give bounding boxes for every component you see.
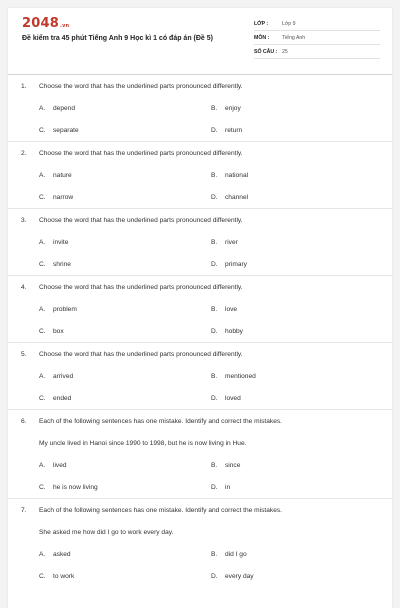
- question-prompt: [8, 142, 392, 164]
- option-d[interactable]: [211, 186, 248, 208]
- question-prompt: [8, 499, 392, 521]
- option-text: nature: [53, 171, 72, 179]
- option-text: loved: [225, 394, 241, 402]
- question-prompt: [8, 343, 392, 365]
- option-text: arrived: [53, 372, 74, 380]
- question-text: Choose the word that has the underlined parts pronounced differently.: [39, 216, 243, 224]
- option-letter: B.: [211, 372, 218, 380]
- option-letter: C.: [39, 193, 46, 201]
- meta-row-class: [254, 17, 380, 31]
- option-d[interactable]: [211, 119, 242, 141]
- option-text: invite: [53, 238, 69, 246]
- option-d[interactable]: [211, 387, 241, 409]
- option-text: in: [225, 483, 231, 491]
- option-letter: C.: [39, 483, 46, 491]
- option-c[interactable]: [39, 387, 71, 409]
- logo-text: 2048: [22, 16, 59, 31]
- question-2: [8, 142, 392, 209]
- option-letter: B.: [211, 104, 218, 112]
- option-letter: A.: [39, 171, 46, 179]
- option-text: channel: [225, 193, 249, 201]
- option-text: problem: [53, 305, 77, 313]
- option-text: every day: [225, 572, 254, 580]
- option-a[interactable]: [39, 298, 77, 320]
- option-text: did I go: [225, 550, 247, 558]
- option-text: separate: [53, 126, 79, 134]
- option-b[interactable]: [211, 365, 256, 387]
- question-text: Choose the word that has the underlined parts pronounced differently.: [39, 283, 243, 291]
- option-a[interactable]: [39, 454, 67, 476]
- option-letter: D.: [211, 327, 218, 335]
- option-text: return: [225, 126, 243, 134]
- option-letter: C.: [39, 394, 46, 402]
- option-letter: B.: [211, 305, 218, 313]
- meta-key: MÔN :: [254, 34, 270, 41]
- meta-value: 25: [282, 48, 288, 55]
- option-letter: B.: [211, 461, 218, 469]
- options: [8, 298, 392, 342]
- option-text: since: [225, 461, 241, 469]
- question-number: 1.: [21, 82, 27, 90]
- document-title: Đề kiểm tra 45 phút Tiếng Anh 9 Học kì 1 có đáp án (Đề 5): [22, 35, 213, 42]
- meta-row-count: [254, 45, 380, 59]
- option-text: mentioned: [225, 372, 256, 380]
- option-letter: D.: [211, 260, 218, 268]
- option-letter: A.: [39, 305, 46, 313]
- option-letter: D.: [211, 394, 218, 402]
- option-text: enjoy: [225, 104, 241, 112]
- question-sentence: My uncle lived in Hanoi since 1990 to 1998, but he is now living in Hue.: [39, 439, 247, 447]
- option-b[interactable]: [211, 543, 247, 565]
- option-letter: D.: [211, 126, 218, 134]
- question-prompt: [8, 75, 392, 97]
- options: [8, 164, 392, 208]
- options: [8, 231, 392, 275]
- option-text: hobby: [225, 327, 243, 335]
- option-text: to work: [53, 572, 75, 580]
- question-number: 7.: [21, 506, 27, 514]
- worksheet-page: [8, 8, 392, 608]
- question-text: Each of the following sentences has one mistake. Identify and correct the mistakes.: [39, 506, 282, 514]
- logo-suffix: .vn: [59, 23, 70, 29]
- option-letter: C.: [39, 260, 46, 268]
- option-text: primary: [225, 260, 247, 268]
- option-c[interactable]: [39, 119, 79, 141]
- option-d[interactable]: [211, 565, 254, 587]
- option-letter: D.: [211, 483, 218, 491]
- option-c[interactable]: [39, 476, 98, 498]
- option-b[interactable]: [211, 298, 237, 320]
- option-d[interactable]: [211, 253, 247, 275]
- question-prompt: [8, 410, 392, 432]
- option-a[interactable]: [39, 543, 71, 565]
- question-number: 4.: [21, 283, 27, 291]
- question-list: [8, 75, 392, 587]
- option-text: depend: [53, 104, 76, 112]
- option-letter: C.: [39, 327, 46, 335]
- question-text: Choose the word that has the underlined parts pronounced differently.: [39, 149, 243, 157]
- option-letter: B.: [211, 238, 218, 246]
- meta-value: Lớp 9: [282, 20, 296, 27]
- option-text: he is now living: [53, 483, 98, 491]
- options: [8, 365, 392, 409]
- question-prompt: [8, 209, 392, 231]
- meta-value: Tiếng Anh: [282, 34, 306, 41]
- meta-row-subject: [254, 31, 380, 45]
- options: [8, 454, 392, 498]
- option-c[interactable]: [39, 253, 71, 275]
- question-text: Each of the following sentences has one mistake. Identify and correct the mistakes.: [39, 417, 282, 425]
- site-logo[interactable]: [22, 16, 69, 31]
- question-number: 5.: [21, 350, 27, 358]
- option-c[interactable]: [39, 186, 73, 208]
- option-letter: C.: [39, 126, 46, 134]
- option-letter: A.: [39, 238, 46, 246]
- option-text: asked: [53, 550, 71, 558]
- question-6: [8, 410, 392, 499]
- question-text: Choose the word that has the underlined parts pronounced differently.: [39, 82, 243, 90]
- option-letter: D.: [211, 572, 218, 580]
- option-b[interactable]: [211, 164, 248, 186]
- question-5: [8, 343, 392, 410]
- option-b[interactable]: [211, 231, 238, 253]
- option-a[interactable]: [39, 365, 73, 387]
- option-letter: A.: [39, 550, 46, 558]
- option-letter: C.: [39, 572, 46, 580]
- option-text: shrine: [53, 260, 71, 268]
- question-sentence: She asked me how did I go to work every day.: [39, 528, 174, 536]
- question-3: [8, 209, 392, 276]
- option-text: national: [225, 171, 249, 179]
- option-d[interactable]: [211, 476, 230, 498]
- option-a[interactable]: [39, 164, 72, 186]
- question-number: 6.: [21, 417, 27, 425]
- question-prompt: [8, 276, 392, 298]
- option-d[interactable]: [211, 320, 243, 342]
- option-b[interactable]: [211, 97, 241, 119]
- question-number: 2.: [21, 149, 27, 157]
- option-letter: A.: [39, 461, 46, 469]
- options: [8, 543, 392, 587]
- meta-table: [254, 17, 380, 59]
- option-c[interactable]: [39, 320, 64, 342]
- option-letter: D.: [211, 193, 218, 201]
- option-letter: A.: [39, 104, 46, 112]
- meta-key: SỐ CÂU :: [254, 48, 278, 55]
- option-text: narrow: [53, 193, 74, 201]
- option-text: ended: [53, 394, 72, 402]
- question-1: [8, 75, 392, 142]
- question-number: 3.: [21, 216, 27, 224]
- option-letter: B.: [211, 171, 218, 179]
- worksheet-header: [8, 8, 392, 74]
- option-a[interactable]: [39, 231, 68, 253]
- question-text: Choose the word that has the underlined parts pronounced differently.: [39, 350, 243, 358]
- option-letter: B.: [211, 550, 218, 558]
- option-text: lived: [53, 461, 67, 469]
- option-text: love: [225, 305, 238, 313]
- options: [8, 97, 392, 141]
- option-c[interactable]: [39, 565, 74, 587]
- question-7: [8, 499, 392, 587]
- option-b[interactable]: [211, 454, 240, 476]
- option-a[interactable]: [39, 97, 75, 119]
- question-4: [8, 276, 392, 343]
- option-text: box: [53, 327, 64, 335]
- option-letter: A.: [39, 372, 46, 380]
- meta-key: LỚP :: [254, 20, 269, 27]
- option-text: river: [225, 238, 238, 246]
